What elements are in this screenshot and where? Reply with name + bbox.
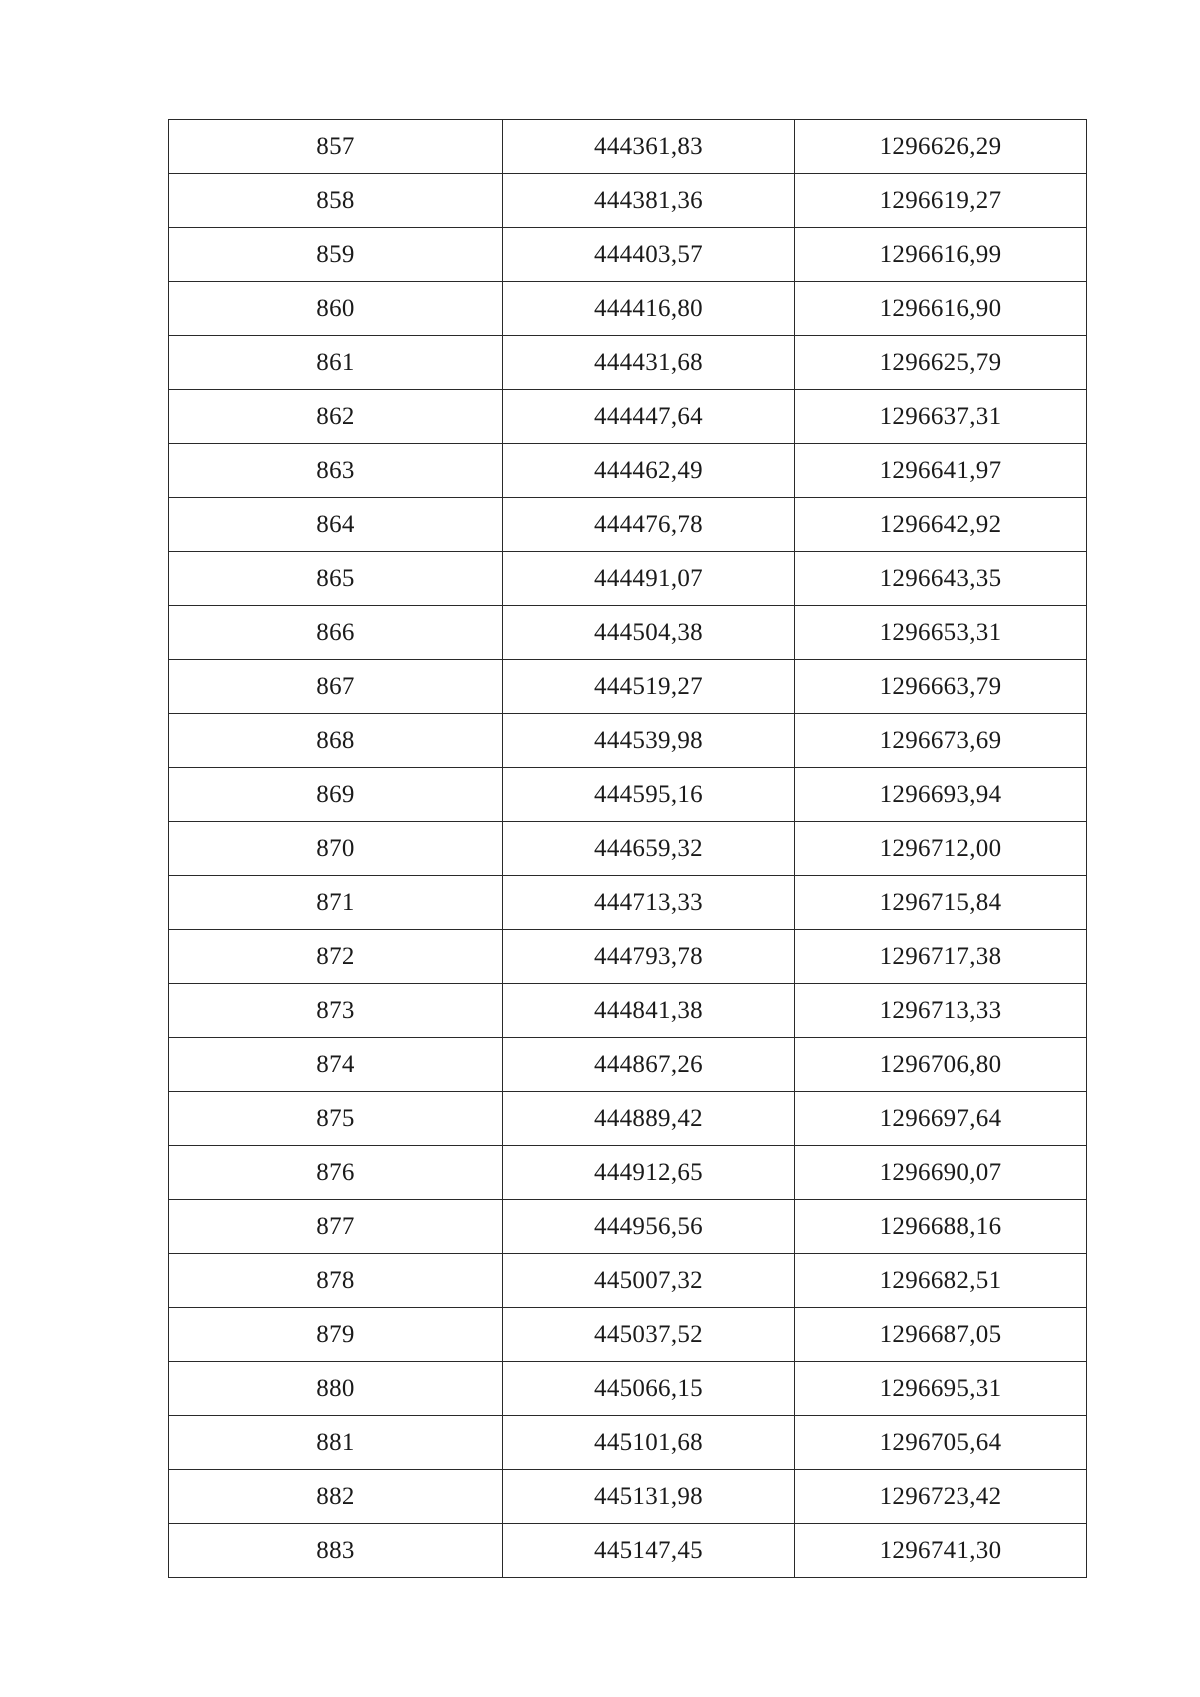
- table-row: [169, 174, 1087, 228]
- y-coordinate-cell: 1296712,00: [795, 822, 1087, 876]
- table-row: [169, 1362, 1087, 1416]
- point-number-cell: 878: [169, 1254, 503, 1308]
- y-coordinate-cell: 1296643,35: [795, 552, 1087, 606]
- table-row: [169, 282, 1087, 336]
- point-number-cell: 865: [169, 552, 503, 606]
- coordinates-table-body: [169, 120, 1087, 1578]
- table-row: [169, 1092, 1087, 1146]
- point-number-cell: 876: [169, 1146, 503, 1200]
- x-coordinate-cell: 444416,80: [503, 282, 795, 336]
- x-coordinate-cell: 445101,68: [503, 1416, 795, 1470]
- table-row: [169, 984, 1087, 1038]
- table-row: [169, 228, 1087, 282]
- point-number-cell: 870: [169, 822, 503, 876]
- table-row: [169, 1146, 1087, 1200]
- point-number-cell: 879: [169, 1308, 503, 1362]
- x-coordinate-cell: 445066,15: [503, 1362, 795, 1416]
- table-row: [169, 1200, 1087, 1254]
- point-number-cell: 877: [169, 1200, 503, 1254]
- table-row: [169, 768, 1087, 822]
- y-coordinate-cell: 1296723,42: [795, 1470, 1087, 1524]
- y-coordinate-cell: 1296641,97: [795, 444, 1087, 498]
- y-coordinate-cell: 1296688,16: [795, 1200, 1087, 1254]
- point-number-cell: 871: [169, 876, 503, 930]
- table-row: [169, 1470, 1087, 1524]
- x-coordinate-cell: 444793,78: [503, 930, 795, 984]
- y-coordinate-cell: 1296616,90: [795, 282, 1087, 336]
- x-coordinate-cell: 444504,38: [503, 606, 795, 660]
- y-coordinate-cell: 1296642,92: [795, 498, 1087, 552]
- table-row: [169, 390, 1087, 444]
- point-number-cell: 866: [169, 606, 503, 660]
- table-row: [169, 498, 1087, 552]
- x-coordinate-cell: 444431,68: [503, 336, 795, 390]
- table-row: [169, 1308, 1087, 1362]
- point-number-cell: 868: [169, 714, 503, 768]
- point-number-cell: 863: [169, 444, 503, 498]
- x-coordinate-cell: 445007,32: [503, 1254, 795, 1308]
- y-coordinate-cell: 1296706,80: [795, 1038, 1087, 1092]
- x-coordinate-cell: 444841,38: [503, 984, 795, 1038]
- x-coordinate-cell: 444491,07: [503, 552, 795, 606]
- y-coordinate-cell: 1296741,30: [795, 1524, 1087, 1578]
- x-coordinate-cell: 444595,16: [503, 768, 795, 822]
- table-row: [169, 120, 1087, 174]
- table-row: [169, 1416, 1087, 1470]
- x-coordinate-cell: 444447,64: [503, 390, 795, 444]
- y-coordinate-cell: 1296695,31: [795, 1362, 1087, 1416]
- table-row: [169, 606, 1087, 660]
- table-row: [169, 660, 1087, 714]
- y-coordinate-cell: 1296616,99: [795, 228, 1087, 282]
- x-coordinate-cell: 444912,65: [503, 1146, 795, 1200]
- x-coordinate-cell: 444956,56: [503, 1200, 795, 1254]
- x-coordinate-cell: 444361,83: [503, 120, 795, 174]
- y-coordinate-cell: 1296713,33: [795, 984, 1087, 1038]
- x-coordinate-cell: 445147,45: [503, 1524, 795, 1578]
- point-number-cell: 861: [169, 336, 503, 390]
- y-coordinate-cell: 1296682,51: [795, 1254, 1087, 1308]
- x-coordinate-cell: 444889,42: [503, 1092, 795, 1146]
- y-coordinate-cell: 1296653,31: [795, 606, 1087, 660]
- y-coordinate-cell: 1296673,69: [795, 714, 1087, 768]
- point-number-cell: 864: [169, 498, 503, 552]
- point-number-cell: 858: [169, 174, 503, 228]
- y-coordinate-cell: 1296626,29: [795, 120, 1087, 174]
- x-coordinate-cell: 444462,49: [503, 444, 795, 498]
- y-coordinate-cell: 1296663,79: [795, 660, 1087, 714]
- y-coordinate-cell: 1296717,38: [795, 930, 1087, 984]
- x-coordinate-cell: 444539,98: [503, 714, 795, 768]
- x-coordinate-cell: 444476,78: [503, 498, 795, 552]
- y-coordinate-cell: 1296625,79: [795, 336, 1087, 390]
- point-number-cell: 860: [169, 282, 503, 336]
- y-coordinate-cell: 1296693,94: [795, 768, 1087, 822]
- x-coordinate-cell: 444381,36: [503, 174, 795, 228]
- point-number-cell: 869: [169, 768, 503, 822]
- table-row: [169, 552, 1087, 606]
- table-row: [169, 876, 1087, 930]
- point-number-cell: 874: [169, 1038, 503, 1092]
- y-coordinate-cell: 1296705,64: [795, 1416, 1087, 1470]
- point-number-cell: 875: [169, 1092, 503, 1146]
- x-coordinate-cell: 444403,57: [503, 228, 795, 282]
- y-coordinate-cell: 1296619,27: [795, 174, 1087, 228]
- point-number-cell: 872: [169, 930, 503, 984]
- coordinates-table: [168, 119, 1087, 1578]
- x-coordinate-cell: 445037,52: [503, 1308, 795, 1362]
- table-row: [169, 930, 1087, 984]
- table-row: [169, 1524, 1087, 1578]
- y-coordinate-cell: 1296690,07: [795, 1146, 1087, 1200]
- x-coordinate-cell: 444659,32: [503, 822, 795, 876]
- point-number-cell: 862: [169, 390, 503, 444]
- table-row: [169, 336, 1087, 390]
- y-coordinate-cell: 1296687,05: [795, 1308, 1087, 1362]
- table-row: [169, 822, 1087, 876]
- y-coordinate-cell: 1296715,84: [795, 876, 1087, 930]
- y-coordinate-cell: 1296697,64: [795, 1092, 1087, 1146]
- table-row: [169, 1038, 1087, 1092]
- point-number-cell: 880: [169, 1362, 503, 1416]
- x-coordinate-cell: 444713,33: [503, 876, 795, 930]
- x-coordinate-cell: 445131,98: [503, 1470, 795, 1524]
- y-coordinate-cell: 1296637,31: [795, 390, 1087, 444]
- table-row: [169, 1254, 1087, 1308]
- point-number-cell: 859: [169, 228, 503, 282]
- x-coordinate-cell: 444867,26: [503, 1038, 795, 1092]
- point-number-cell: 867: [169, 660, 503, 714]
- point-number-cell: 883: [169, 1524, 503, 1578]
- point-number-cell: 873: [169, 984, 503, 1038]
- x-coordinate-cell: 444519,27: [503, 660, 795, 714]
- table-row: [169, 444, 1087, 498]
- point-number-cell: 857: [169, 120, 503, 174]
- point-number-cell: 881: [169, 1416, 503, 1470]
- table-row: [169, 714, 1087, 768]
- point-number-cell: 882: [169, 1470, 503, 1524]
